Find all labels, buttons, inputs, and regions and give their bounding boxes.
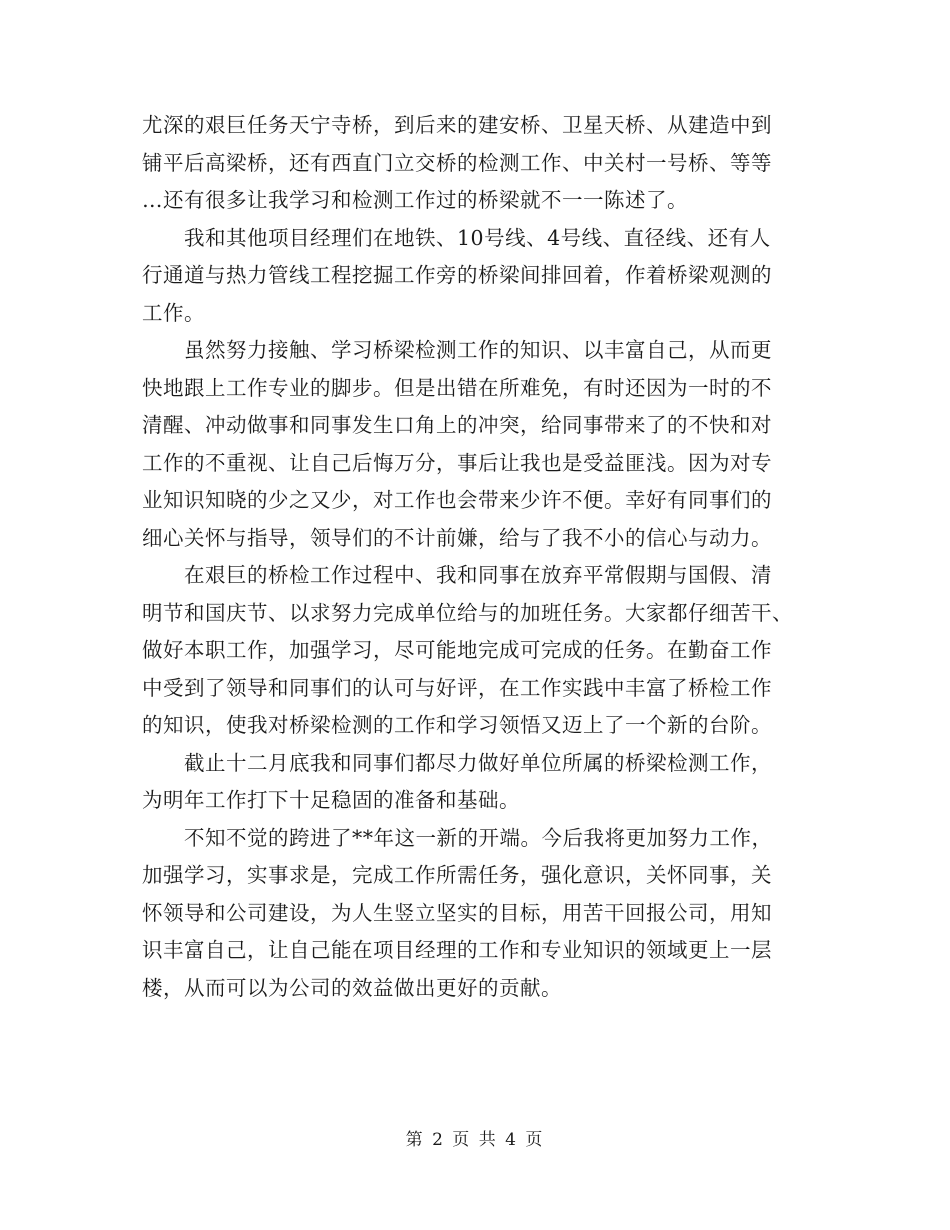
text-line: 怀领导和公司建设，为人生竖立坚实的目标，用苦干回报公司，用知 <box>142 900 772 925</box>
text-line: 中受到了领导和同事们的认可与好评，在工作实践中丰富了桥检工作 <box>142 675 772 700</box>
text-line: 加强学习，实事求是，完成工作所需任务，强化意识，关怀同事，关 <box>142 863 772 887</box>
text-line: 细心关怀与指导，领导们的不计前嫌，给与了我不小的信心与动力。 <box>142 525 772 550</box>
text-line: 截止十二月底我和同事们都尽力做好单位所属的桥梁检测工作， <box>184 750 772 775</box>
text-line: 快地跟上工作专业的脚步。但是出错在所难免，有时还因为一时的不 <box>142 375 772 400</box>
text-line: 工作。 <box>142 300 205 325</box>
text-line: …还有很多让我学习和检测工作过的桥梁就不一一陈述了。 <box>142 188 688 212</box>
text-line: 虽然努力接触、学习桥梁检测工作的知识、以丰富自己，从而更 <box>184 338 772 362</box>
text-line: 我和其他项目经理们在地铁、10号线、4号线、直径线、还有人 <box>184 225 771 250</box>
text-line: 业知识知晓的少之又少，对工作也会带来少许不便。幸好有同事们的 <box>142 488 772 512</box>
text-line: 在艰巨的桥检工作过程中、我和同事在放弃平常假期与国假、清 <box>184 563 772 587</box>
text-line: 尤深的艰巨任务天宁寺桥，到后来的建安桥、卫星天桥、从建造中到 <box>142 113 772 137</box>
text-line: 楼，从而可以为公司的效益做出更好的贡献。 <box>142 975 562 1000</box>
text-line: 铺平后高梁桥，还有西直门立交桥的检测工作、中关村一号桥、等等 <box>142 150 772 175</box>
text-line: 为明年工作打下十足稳固的准备和基础。 <box>142 788 520 812</box>
text-line: 行通道与热力管线工程挖掘工作旁的桥梁间排回着，作着桥梁观测的 <box>142 263 772 287</box>
text-line: 明节和国庆节、以求努力完成单位给与的加班任务。大家都仔细苦干、 <box>142 600 793 625</box>
text-line: 做好本职工作，加强学习，尽可能地完成可完成的任务。在勤奋工作 <box>142 638 772 662</box>
text-line: 工作的不重视、让自己后悔万分，事后让我也是受益匪浅。因为对专 <box>142 450 772 475</box>
text-line: 识丰富自己，让自己能在项目经理的工作和专业知识的领域更上一层 <box>142 938 772 962</box>
page-number-footer: 第 2 页 共 4 页 <box>405 1130 545 1150</box>
document-body <box>142 107 808 1007</box>
text-line: 清醒、冲动做事和同事发生口角上的冲突，给同事带来了的不快和对 <box>142 413 772 437</box>
text-line: 的知识，使我对桥梁检测的工作和学习领悟又迈上了一个新的台阶。 <box>142 713 772 737</box>
text-line: 不知不觉的跨进了**年这一新的开端。今后我将更加努力工作， <box>184 825 773 850</box>
